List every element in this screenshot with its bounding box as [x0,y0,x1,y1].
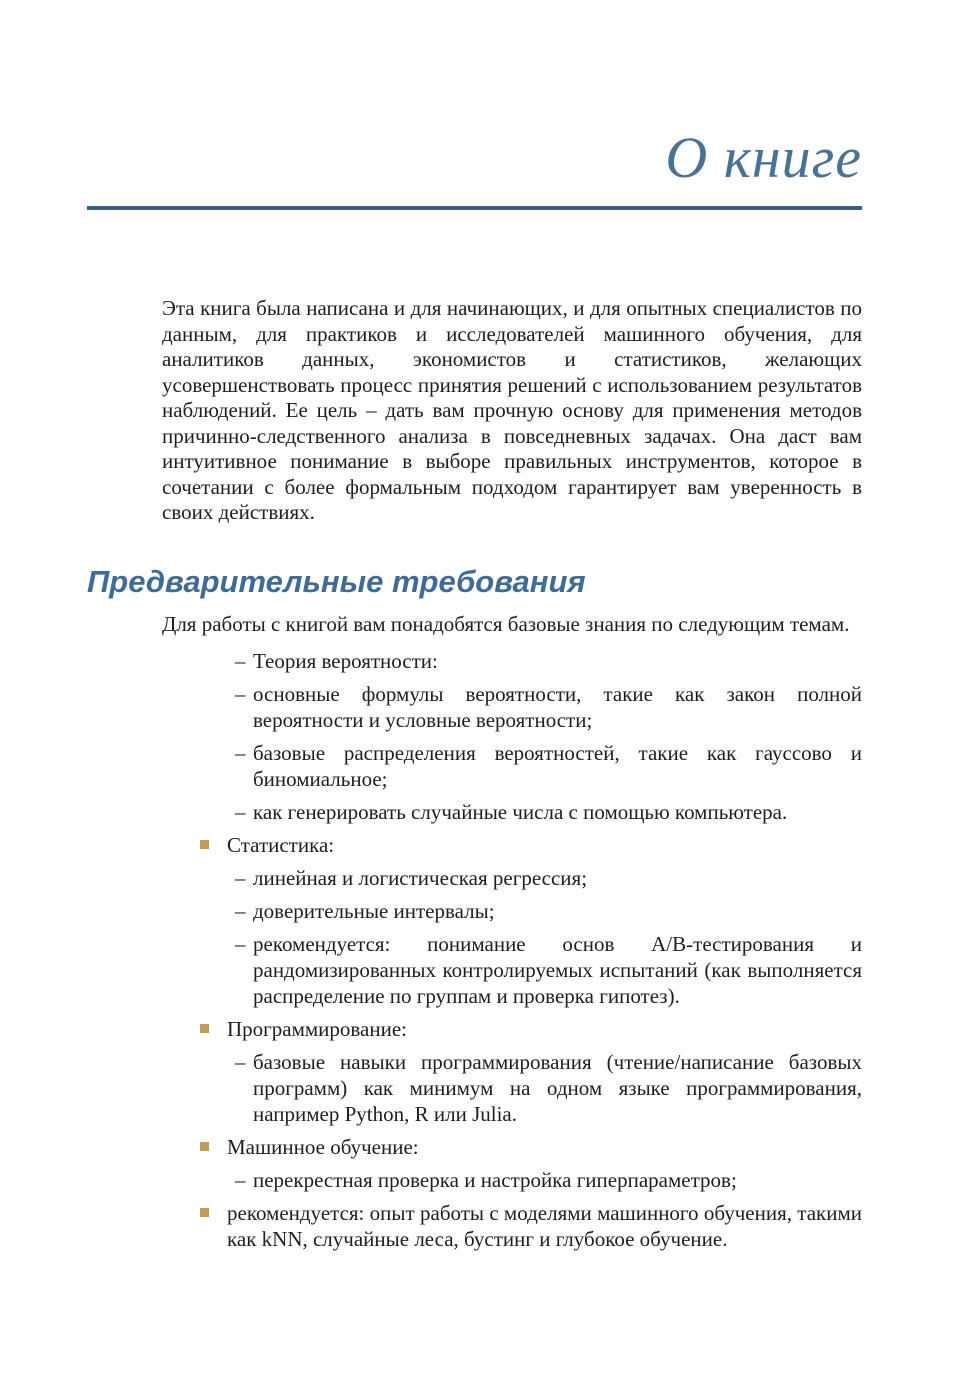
page-title: О книге [665,125,862,190]
list-item [162,898,862,924]
dash-bullet-icon: – [235,1050,246,1074]
square-bullet-icon [200,1024,209,1033]
title-rule [87,206,862,210]
list-item [162,931,862,1009]
requirements-list [162,648,862,1252]
list-item [162,832,862,858]
section-heading: Предварительные требования [87,563,586,599]
list-item-text: Теория вероятности: [253,649,438,673]
list-item [162,1200,862,1252]
list-item-text: основные формулы вероятности, такие как закон полной вероятности и условные вероятности; [253,682,862,732]
dash-bullet-icon: – [235,1168,246,1192]
list-item-text: базовые навыки программирования (чтение/написание базовых программ) как минимум на одном языке программирования, например Python, R или Julia. [253,1050,862,1126]
list-item-text: рекомендуется: опыт работы с моделями машинного обучения, такими как kNN, случайные леса, бустинг и глубокое обучение. [227,1201,862,1251]
list-item-text: базовые распределения вероятностей, такие как гауссово и биномиальное; [253,741,862,791]
square-bullet-icon [200,1142,209,1151]
list-item [162,1134,862,1160]
list-item [162,648,862,674]
list-item [162,865,862,891]
dash-bullet-icon: – [235,741,246,765]
list-item [162,681,862,733]
list-item-text: как генерировать случайные числа с помощью компьютера. [253,800,788,824]
list-item [162,1049,862,1127]
list-item-text: Машинное обучение: [227,1135,419,1159]
list-item-text: перекрестная проверка и настройка гиперпараметров; [253,1168,737,1192]
list-item [162,740,862,792]
dash-bullet-icon: – [235,932,246,956]
list-item-text: Программирование: [227,1017,408,1041]
intro-paragraph: Эта книга была написана и для начинающих, и для опытных специалистов по данным, для практиков и исследователей машинного обучения, для аналитиков данных, экономистов и статистиков, желающих усовершенствовать процесс принятия решений с использованием результатов наблюдений. Ее цель – дать вам прочную основу для применения методов причинно-следственного анализа в повседневных задачах. Она даст вам интуитивное понимание в выборе правильных инструментов, которое в сочетании с более формальным подходом гарантирует вам уверенность в своих действиях. [162,296,862,524]
section-lead-paragraph: Для работы с книгой вам понадобятся базовые знания по следующим темам. [162,611,850,636]
list-item-text: рекомендуется: понимание основ A/B-тестирования и рандомизированных контролируемых испытаний (как выполняется распределение по группам и проверка гипотез). [253,932,862,1008]
square-bullet-icon [200,840,209,849]
list-item-text: Статистика: [227,833,335,857]
dash-bullet-icon: – [235,649,246,673]
dash-bullet-icon: – [235,866,246,890]
dash-bullet-icon: – [235,682,246,706]
list-item-text: линейная и логистическая регрессия; [253,866,588,890]
square-bullet-icon [200,1208,209,1217]
list-item [162,1016,862,1042]
dash-bullet-icon: – [235,800,246,824]
list-item-text: доверительные интервалы; [253,899,495,923]
list-item [162,1167,862,1193]
list-item [162,799,862,825]
dash-bullet-icon: – [235,899,246,923]
